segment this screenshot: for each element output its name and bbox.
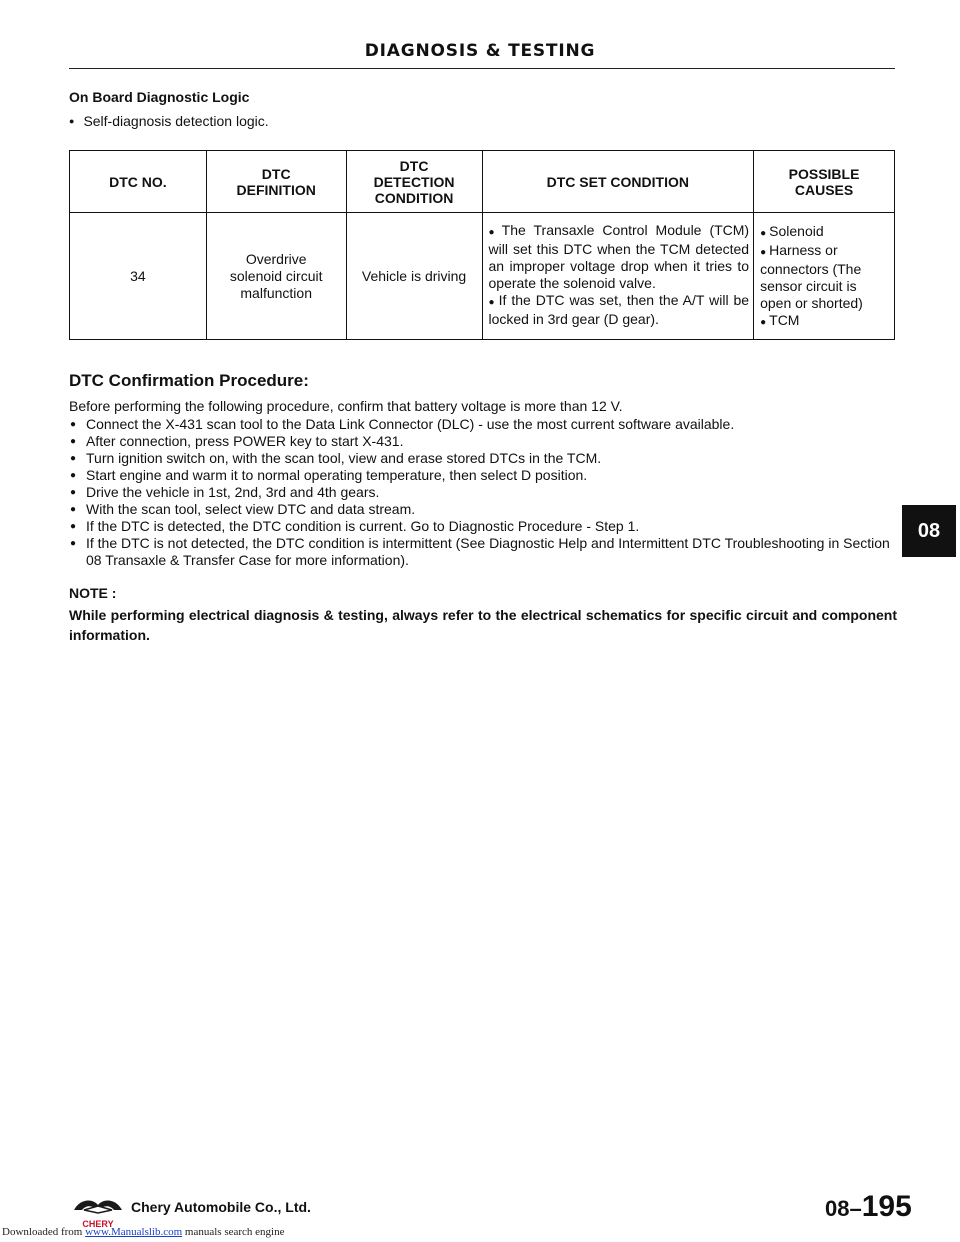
bullet-icon: ● [70, 487, 77, 498]
bullet-icon: ● [70, 453, 77, 464]
cause-item [760, 242, 890, 312]
bullet-icon: ● [488, 297, 496, 308]
download-suffix: manuals search engine [184, 1226, 285, 1238]
step-text: If the DTC is detected, the DTC condition is current. Go to Diagnostic Procedure - Step 1. [86, 518, 640, 534]
cell-possible-causes [754, 213, 895, 340]
header-line: POSSIBLE [788, 165, 860, 182]
cause-item [760, 223, 890, 242]
bullet-icon: ● [488, 227, 499, 238]
bullet-icon: ● [760, 247, 767, 258]
list-item [69, 518, 897, 535]
section-tab: 08 [902, 505, 956, 557]
dtc-table [69, 150, 895, 340]
bullet-icon: ● [70, 419, 77, 430]
step-text: If the DTC is not detected, the DTC condition is intermittent (See Diagnostic Help and Intermittent DTC Troubleshooting in Section 08 Transaxle & Transfer Case for more information). [86, 535, 890, 568]
bullet-icon: ● [70, 470, 77, 481]
bullet-icon: ● [70, 436, 77, 447]
cause-item [760, 312, 890, 331]
note-text: While performing electrical diagnosis & testing, always refer to the electrical schematics for specific circuit and component information. [69, 607, 897, 643]
header-line: DTC [399, 157, 429, 174]
list-item [69, 416, 897, 433]
cause-text: Harness or connectors (The sensor circuit is open or shorted) [760, 242, 863, 311]
download-prefix: Downloaded from [2, 1226, 83, 1238]
cause-text: TCM [769, 312, 800, 328]
step-text: Drive the vehicle in 1st, 2nd, 3rd and 4th gears. [86, 484, 380, 500]
list-item [69, 433, 897, 450]
set-condition-item [489, 292, 750, 328]
chery-logo-icon [70, 1196, 126, 1230]
procedure-steps [69, 416, 897, 569]
bullet-icon: ● [70, 538, 77, 549]
cell-line: Overdrive [245, 250, 307, 267]
list-item [69, 535, 897, 569]
intro-bullet-line [69, 113, 269, 129]
header-line: DTC [261, 165, 291, 182]
list-item [69, 450, 897, 467]
step-text: Start engine and warm it to normal operating temperature, then select D position. [86, 467, 588, 483]
step-text: Turn ignition switch on, with the scan tool, view and erase stored DTCs in the TCM. [86, 450, 602, 466]
procedure-title: DTC Confirmation Procedure: [69, 371, 309, 390]
cell-dtc-definition [206, 213, 346, 340]
header-dtc-detection [346, 151, 482, 213]
bullet-icon: ● [70, 521, 77, 532]
header-line: CAUSES [794, 181, 854, 198]
cell-line: malfunction [240, 284, 312, 301]
page-number-value: 195 [861, 1190, 912, 1223]
list-item [69, 501, 897, 518]
header-dtc-no: DTC NO. [70, 151, 207, 213]
bullet-icon: ● [760, 317, 767, 328]
cell-line: solenoid circuit [229, 267, 323, 284]
table-header-row [70, 151, 895, 213]
table-row [70, 213, 895, 340]
page-prefix: 08– [825, 1196, 862, 1221]
header-line: DEFINITION [236, 181, 316, 198]
page-header-title: DIAGNOSIS & TESTING [364, 41, 596, 61]
section-label: On Board Diagnostic Logic [69, 89, 250, 105]
cell-dtc-no: 34 [70, 213, 207, 340]
header-line: DETECTION [373, 173, 455, 190]
bullet-icon: ● [70, 504, 77, 515]
header-divider [69, 68, 895, 69]
note-label: NOTE : [69, 585, 117, 601]
footer-company: Chery Automobile Co., Ltd. [131, 1199, 311, 1215]
logo-text: CHERY [82, 1219, 114, 1229]
download-notice [2, 1226, 284, 1238]
header-possible-causes [754, 151, 895, 213]
set-condition-text: If the DTC was set, then the A/T will be locked in 3rd gear (D gear). [488, 292, 750, 327]
page-number [825, 1190, 912, 1224]
procedure-intro: Before performing the following procedure, confirm that battery voltage is more than 12 V. [69, 398, 623, 414]
header-dtc-definition [206, 151, 346, 213]
cell-dtc-detection: Vehicle is driving [346, 213, 482, 340]
list-item [69, 467, 897, 484]
step-text: After connection, press POWER key to start X-431. [86, 433, 404, 449]
header-dtc-set-condition: DTC SET CONDITION [482, 151, 754, 213]
bullet-icon: ● [69, 116, 75, 126]
step-text: Connect the X-431 scan tool to the Data Link Connector (DLC) - use the most current software available. [86, 416, 735, 432]
bullet-icon: ● [760, 228, 767, 239]
list-item [69, 484, 897, 501]
cell-dtc-set-condition [482, 213, 754, 340]
step-text: With the scan tool, select view DTC and data stream. [86, 501, 416, 517]
cause-text: Solenoid [769, 223, 824, 239]
intro-text: Self-diagnosis detection logic. [83, 113, 269, 129]
set-condition-text: The Transaxle Control Module (TCM) will set this DTC when the TCM detected an improper voltage drop when it tries to operate the solenoid valve. [488, 222, 750, 291]
header-line: CONDITION [374, 189, 454, 206]
set-condition-item [489, 222, 750, 292]
manualslib-link[interactable]: www.Manualslib.com [85, 1226, 183, 1238]
